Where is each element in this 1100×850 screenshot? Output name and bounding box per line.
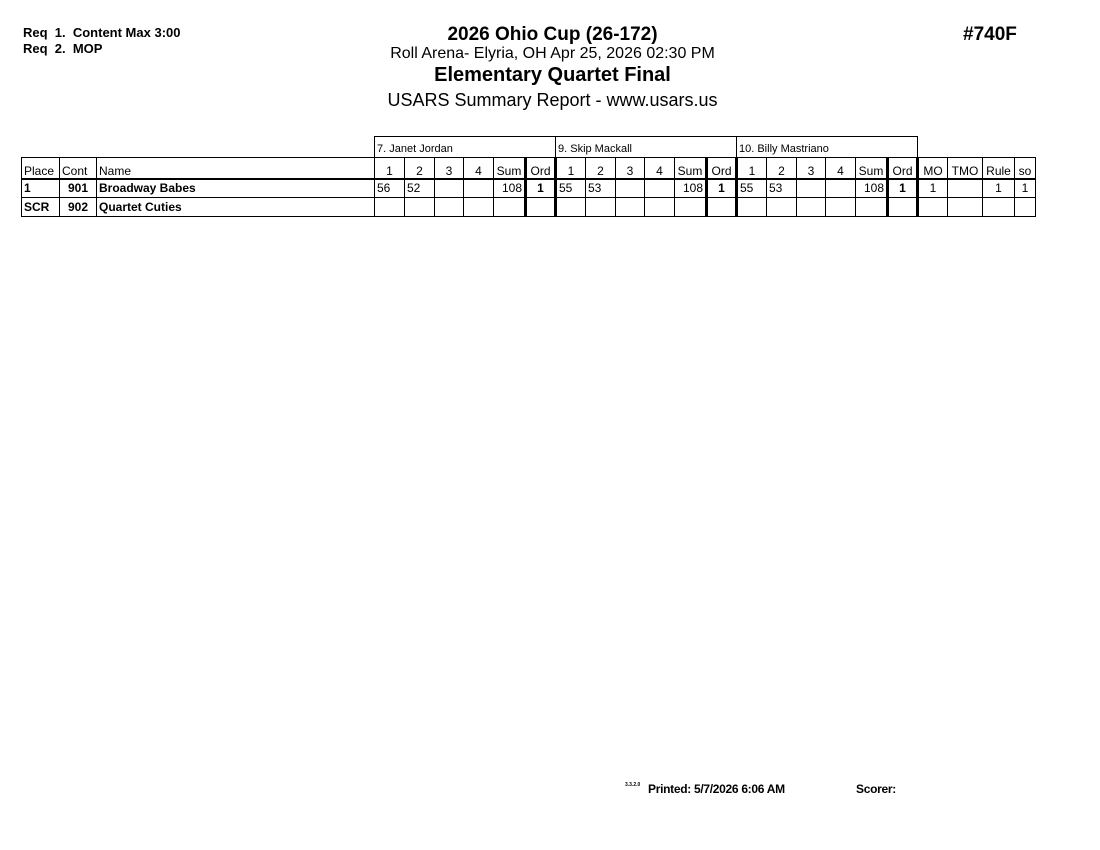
col-score-1: 1 <box>375 158 405 179</box>
score-cell <box>616 198 645 217</box>
score-cell <box>405 198 435 217</box>
venue-line: Roll Arena- Elyria, OH Apr 25, 2026 02:30 PM <box>390 45 715 62</box>
score-cell <box>464 179 494 198</box>
printed-timestamp: Printed: 5/7/2026 6:06 AM <box>648 782 785 796</box>
score-cell <box>464 198 494 217</box>
score-cell <box>616 179 645 198</box>
col-sum: Sum <box>856 158 888 179</box>
col-score-1: 1 <box>737 158 767 179</box>
sum-cell: 108 <box>494 179 526 198</box>
col-ord: Ord <box>707 158 737 179</box>
col-score-3: 3 <box>616 158 645 179</box>
scorer-label: Scorer: <box>856 782 896 796</box>
sum-cell <box>675 198 707 217</box>
judge-header-2: 9. Skip Mackall <box>556 137 737 158</box>
col-score-2: 2 <box>405 158 435 179</box>
name-cell: Quartet Cuties <box>97 198 375 217</box>
cont-cell: 902 <box>60 198 97 217</box>
col-score-2: 2 <box>767 158 797 179</box>
sum-cell: 108 <box>675 179 707 198</box>
table-row <box>22 179 1036 198</box>
sum-cell <box>856 198 888 217</box>
requirement-1: Req 1. Content Max 3:00 <box>23 25 181 40</box>
score-cell: 56 <box>375 179 405 198</box>
col-cont: Cont <box>60 158 97 179</box>
score-cell <box>645 198 675 217</box>
cont-cell: 901 <box>60 179 97 198</box>
version-stamp: 3.3.2.0 <box>625 782 641 788</box>
col-score-4: 4 <box>645 158 675 179</box>
score-cell <box>435 179 464 198</box>
score-cell: 53 <box>586 179 616 198</box>
so-cell: 1 <box>1015 179 1036 198</box>
tmo-cell <box>948 198 983 217</box>
event-number: #740F <box>963 24 1017 45</box>
col-so: so <box>1015 158 1036 179</box>
score-cell <box>435 198 464 217</box>
col-ord: Ord <box>526 158 556 179</box>
score-cell <box>826 198 856 217</box>
score-cell <box>767 198 797 217</box>
sum-cell <box>494 198 526 217</box>
col-sum: Sum <box>675 158 707 179</box>
column-header-row <box>22 158 1036 179</box>
requirement-2: Req 2. MOP <box>23 41 103 56</box>
col-score-4: 4 <box>464 158 494 179</box>
ord-cell: 1 <box>526 179 556 198</box>
judge-header-3: 10. Billy Mastriano <box>737 137 918 158</box>
report-subtitle: USARS Summary Report - www.usars.us <box>387 90 718 110</box>
score-cell: 55 <box>737 179 767 198</box>
score-cell <box>826 179 856 198</box>
place-cell: SCR <box>22 198 60 217</box>
score-cell: 53 <box>767 179 797 198</box>
col-score-4: 4 <box>826 158 856 179</box>
score-cell: 52 <box>405 179 435 198</box>
col-place: Place <box>22 158 60 179</box>
score-cell: 55 <box>556 179 586 198</box>
mo-cell: 1 <box>918 179 948 198</box>
col-sum: Sum <box>494 158 526 179</box>
score-cell <box>797 198 826 217</box>
ord-cell <box>707 198 737 217</box>
col-score-3: 3 <box>797 158 826 179</box>
score-cell <box>556 198 586 217</box>
mo-cell <box>918 198 948 217</box>
score-cell <box>737 198 767 217</box>
col-score-1: 1 <box>556 158 586 179</box>
col-score-2: 2 <box>586 158 616 179</box>
col-mo: MO <box>918 158 948 179</box>
score-cell <box>645 179 675 198</box>
ord-cell <box>526 198 556 217</box>
col-name: Name <box>97 158 375 179</box>
score-cell <box>586 198 616 217</box>
table-row <box>22 198 1036 217</box>
score-cell <box>797 179 826 198</box>
col-tmo: TMO <box>948 158 983 179</box>
judges-row <box>22 137 1036 158</box>
ord-cell <box>888 198 918 217</box>
sum-cell: 108 <box>856 179 888 198</box>
ord-cell: 1 <box>888 179 918 198</box>
name-cell: Broadway Babes <box>97 179 375 198</box>
tmo-cell <box>948 179 983 198</box>
so-cell <box>1015 198 1036 217</box>
final-title: Elementary Quartet Final <box>434 64 671 86</box>
col-rule: Rule <box>983 158 1015 179</box>
col-ord: Ord <box>888 158 918 179</box>
col-score-3: 3 <box>435 158 464 179</box>
event-title: 2026 Ohio Cup (26-172) <box>447 24 658 45</box>
rule-cell: 1 <box>983 179 1015 198</box>
ord-cell: 1 <box>707 179 737 198</box>
rule-cell <box>983 198 1015 217</box>
summary-table <box>21 136 1036 217</box>
place-cell: 1 <box>22 179 60 198</box>
score-cell <box>375 198 405 217</box>
judge-header-1: 7. Janet Jordan <box>375 137 556 158</box>
